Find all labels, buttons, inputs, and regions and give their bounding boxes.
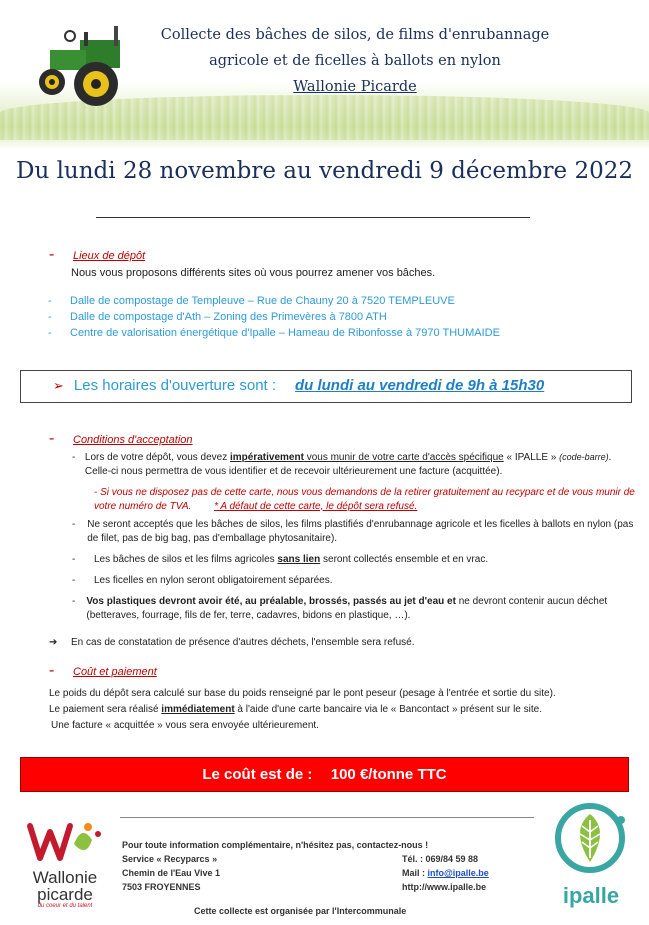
ipalle-leaf-icon: [548, 800, 638, 878]
payment-details: [49, 686, 639, 734]
dash-bullet: -: [72, 519, 76, 530]
cout-title: Coût et paiement: [73, 666, 157, 678]
dash-bullet: -: [72, 452, 76, 463]
cost-label: Le coût est de :: [202, 766, 313, 783]
footer-info: Pour toute information complémentaire, n'hésitez pas, contactez-nous !: [122, 840, 429, 850]
text-span: Le paiement sera réalisé: [49, 704, 162, 715]
lieux-section-header: [49, 246, 145, 264]
text-span: ne devront contenir aucun déchet (betteraves, fourrage, fils de fer, terre, cadavres, bidons en plastique, …).: [86, 596, 608, 621]
ipalle-name: ipalle: [562, 883, 620, 908]
condition-ficelles: [72, 574, 640, 588]
conditions-title: Conditions d'acceptation: [73, 434, 193, 446]
footer-service: Service « Recyparcs »: [122, 854, 218, 864]
dash-bullet: -: [49, 430, 55, 447]
text-span: à l'aide d'une carte bancaire via le « Bancontact » présent sur le site.: [234, 704, 542, 715]
footer-contact: [122, 838, 442, 894]
cout-section-header: [49, 662, 157, 680]
site-templeuve: Dalle de compostage de Templeuve – Rue de Chauny 20 à 7520 TEMPLEUVE: [70, 295, 455, 307]
red-note-text: - Si vous ne disposez pas de cette carte, nous vous demandons de la retirer gratuitement au recyparc et de vous munir de votre numéro de TVA.: [94, 487, 635, 512]
accepted-items-text: Ne seront acceptés que les bâches de silos, les films plastifiés d'enrubannage agricole et les ficelles à ballots en nylon (pas de filet, pas de big bag, pas d'emballage phytosanitaire).: [87, 519, 634, 544]
list-item: - Dalle de compostage d'Ath – Zoning des Primevères à 7800 ATH: [48, 311, 387, 323]
site-ath: Dalle de compostage d'Ath – Zoning des Primevères à 7800 ATH: [70, 311, 387, 323]
arrow-right-icon: ➔: [49, 637, 58, 648]
list-item: - Dalle de compostage de Templeuve – Rue de Chauny 20 à 7520 TEMPLEUVE: [48, 295, 455, 307]
text-span: Lors de votre dépôt, vous devez: [84, 452, 230, 463]
dash-bullet: -: [72, 554, 76, 565]
site-thumaide: Centre de valorisation énergétique d'Ipalle – Hameau de Ribonfosse à 7970 THUMAIDE: [70, 327, 500, 339]
picarde-text: picarde: [37, 885, 93, 904]
footer-divider: [120, 817, 534, 818]
wallonie-text: Wallonie: [32, 868, 98, 887]
payment-p1: Le poids du dépôt sera calculé sur base du poids renseigné par le pont peseur (pesage à l'entrée et sortie du site).: [49, 688, 556, 699]
wallonie-picarde-logo: [22, 818, 108, 913]
list-item: - Centre de valorisation énergétique d'Ipalle – Hameau de Ribonfosse à 7970 THUMAIDE: [48, 327, 500, 339]
strong-text: sans lien: [277, 554, 321, 565]
dash-bullet: -: [72, 596, 76, 607]
lieux-intro: Nous vous proposons différents sites où vous pourrez amener vos bâches.: [71, 267, 436, 279]
cost-value: 100 €/tonne TTC: [330, 766, 447, 783]
footer-contact-right: [402, 852, 542, 894]
website-link[interactable]: http://www.ipalle.be: [402, 882, 487, 892]
red-note: [94, 486, 640, 513]
dash-bullet: -: [72, 575, 76, 586]
header-title-line3: Wallonie Picarde: [293, 79, 417, 95]
footer-city: 7503 FROYENNES: [122, 882, 201, 892]
text-span: seront collectés ensemble et en vrac.: [320, 554, 489, 565]
warning-text: En cas de constatation de présence d'autres déchets, l'ensemble sera refusé.: [71, 637, 415, 648]
warning-line: [49, 636, 639, 650]
text-span: Les bâches de silos et les films agricoles: [94, 554, 278, 565]
ficelles-text: Les ficelles en nylon seront obligatoirement séparées.: [94, 575, 333, 586]
payment-p3: Une facture « acquittée » vous sera envoyée ultérieurement.: [51, 720, 319, 731]
header-title: [140, 22, 570, 100]
hours-value: du lundi au vendredi de 9h à 15h30: [294, 377, 545, 394]
footer-street: Chemin de l'Eau Vive 1: [122, 868, 221, 878]
date-range-title: Du lundi 28 novembre au vendredi 9 décembre 2022: [16, 158, 633, 184]
strong-text: immédiatement: [161, 704, 235, 715]
condition-card-required: [72, 451, 640, 478]
strong-text: impérativement: [230, 452, 304, 463]
header-title-line2: agricole et de ficelles à ballots en nylon: [209, 53, 501, 69]
footer-tel: Tél. : 069/84 59 88: [402, 854, 479, 864]
condition-cleaning: [72, 595, 640, 622]
hours-label: Les horaires d'ouverture sont :: [73, 377, 277, 394]
conditions-section-header: [49, 430, 193, 448]
mail-link[interactable]: info@ipalle.be: [427, 868, 489, 878]
wallonie-tagline: du coeur et du talent: [37, 903, 93, 909]
arrow-icon: ➢: [53, 378, 64, 393]
text-span: « IPALLE »: [503, 452, 557, 463]
dash-bullet: -: [49, 662, 55, 679]
condition-accepted-items: [72, 518, 640, 545]
codebarre-note: (code-barre): [559, 452, 609, 462]
footer-organized: Cette collecte est organisée par l'Intercommunale: [194, 906, 407, 916]
lieux-title: Lieux de dépôt: [73, 250, 146, 262]
hours-box: [20, 370, 632, 403]
strong-text: Vos plastiques devront avoir été, au préalable, brossés, passés au jet d'eau et: [86, 596, 456, 607]
divider: [96, 217, 530, 218]
sites-list: [48, 293, 628, 341]
tractor-image: [30, 22, 145, 112]
text-span: . Celle-ci nous permettra de vous identifier et de recevoir ultérieurement une facture (acquittée).: [84, 452, 612, 477]
refusal-note: * A défaut de cette carte, le dépôt sera refusé.: [214, 500, 418, 512]
header-title-line1: Collecte des bâches de silos, de films d'enrubannage: [160, 27, 550, 43]
condition-sans-lien: [72, 553, 640, 567]
wallonie-heart-icon: [22, 818, 108, 864]
underlined-text: vous munir de votre carte d'accès spécifique: [303, 452, 504, 463]
mail-label: Mail :: [402, 868, 428, 878]
cost-banner: [20, 757, 629, 792]
dash-bullet: -: [49, 246, 55, 263]
ipalle-logo: [548, 800, 638, 915]
